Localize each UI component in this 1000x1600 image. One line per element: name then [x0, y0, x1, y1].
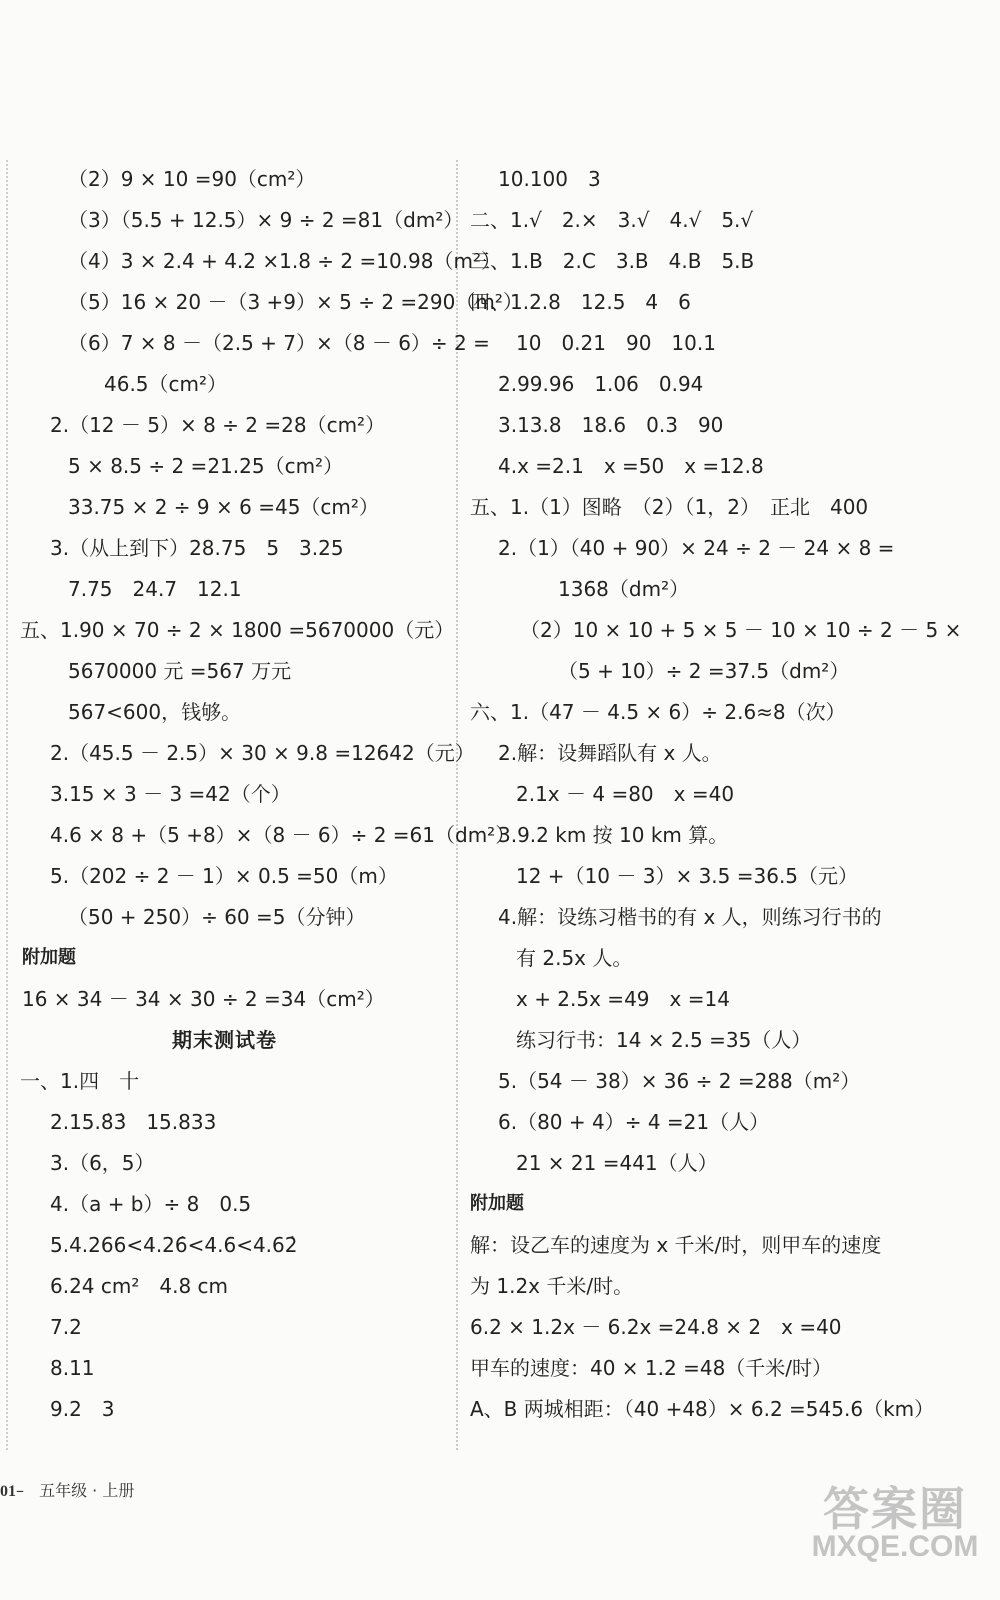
- watermark-logo: [810, 1482, 980, 1590]
- left-line-30: 8.11: [50, 1356, 95, 1380]
- right-line-4: 四、1.2.8 12.5 4 6: [470, 290, 691, 314]
- left-line-17: 4.6 × 8 +（5 +8）×（8 － 6）÷ 2 =61（dm²）: [50, 823, 516, 847]
- right-line-7: 3.13.8 18.6 0.3 90: [498, 413, 724, 437]
- footer-grade: 五年级 · 上册: [39, 1481, 135, 1500]
- left-line-25: 3.（6，5）: [50, 1151, 155, 1175]
- left-line-29: 7.2: [50, 1315, 82, 1339]
- right-line-9: 五、1.（1）图略 （2）（1，2） 正北 400: [470, 495, 869, 519]
- left-line-26: 4.（a + b）÷ 8 0.5: [50, 1192, 252, 1216]
- left-line-19: （50 + 250）÷ 60 =5（分钟）: [68, 905, 366, 929]
- right-line-1: 10.100 3: [498, 167, 601, 191]
- left-line-13: 5670000 元 =567 万元: [68, 659, 292, 683]
- right-line-10: 2.（1）（40 + 90）× 24 ÷ 2 － 24 × 8 =: [498, 536, 895, 560]
- right-line-6: 2.99.96 1.06 0.94: [498, 372, 704, 396]
- left-line-12: 五、1.90 × 70 ÷ 2 × 1800 =5670000（元）: [20, 618, 455, 642]
- right-line-13: （5 + 10）÷ 2 =37.5（dm²）: [558, 659, 850, 683]
- right-line-16: 2.1x － 4 =80 x =40: [516, 782, 735, 806]
- left-line-22: 期末测试卷: [172, 1028, 277, 1052]
- right-line-2: 二、1.√ 2.× 3.√ 4.√ 5.√: [470, 208, 754, 232]
- page-footer: [0, 1478, 134, 1501]
- left-line-24: 2.15.8̇3̇ 15.833: [50, 1110, 217, 1134]
- left-line-16: 3.15 × 3 － 3 =42（个）: [50, 782, 291, 806]
- left-line-7: 2.（12 － 5）× 8 ÷ 2 =28（cm²）: [50, 413, 386, 437]
- left-line-20: 附加题: [22, 947, 76, 968]
- left-line-10: 3.（从上到下）28.75 5 3.25: [50, 536, 344, 560]
- right-line-24: 6.（80 + 4）÷ 4 =21（人）: [498, 1110, 770, 1134]
- right-line-28: 为 1.2x 千米/时。: [470, 1274, 634, 1298]
- left-line-4: （5）16 × 20 －（3 +9）× 5 ÷ 2 =290（m²）: [68, 290, 523, 314]
- right-line-19: 4.解：设练习楷书的有 x 人，则练习行书的: [498, 905, 882, 929]
- right-line-26: 附加题: [470, 1193, 524, 1214]
- page-number: 01: [0, 1483, 16, 1500]
- left-line-1: （2）9 × 10 =90（cm²）: [68, 167, 316, 191]
- right-line-22: 练习行书：14 × 2.5 =35（人）: [516, 1028, 812, 1052]
- left-line-6: 46.5（cm²）: [104, 372, 228, 396]
- left-margin-rule: [6, 160, 8, 1450]
- right-line-31: A、B 两城相距：（40 +48）× 6.2 =545.6（km）: [470, 1397, 935, 1421]
- right-line-17: 3.9.2 km 按 10 km 算。: [498, 823, 729, 847]
- right-line-8: 4.x =2.1 x =50 x =12.8: [498, 454, 764, 478]
- left-line-18: 5.（202 ÷ 2 － 1）× 0.5 =50（m）: [50, 864, 398, 888]
- right-line-27: 解：设乙车的速度为 x 千米/时，则甲车的速度: [470, 1233, 882, 1257]
- watermark-top: 答案圈: [823, 1482, 967, 1536]
- left-line-3: （4）3 × 2.4 + 4.2 ×1.8 ÷ 2 =10.98（m²）: [68, 249, 501, 273]
- left-line-8: 5 × 8.5 ÷ 2 =21.25（cm²）: [68, 454, 344, 478]
- right-line-18: 12 +（10 － 3）× 3.5 =36.5（元）: [516, 864, 859, 888]
- left-line-15: 2.（45.5 － 2.5）× 30 × 9.8 =12642（元）: [50, 741, 475, 765]
- left-line-31: 9.2 3: [50, 1397, 115, 1421]
- right-line-14: 六、1.（47 － 4.5 × 6）÷ 2.6≈8（次）: [470, 700, 846, 724]
- right-line-20: 有 2.5x 人。: [516, 946, 633, 970]
- right-line-21: x + 2.5x =49 x =14: [516, 987, 730, 1011]
- left-line-14: 567<600，钱够。: [68, 700, 242, 724]
- left-line-9: 33.75 × 2 ÷ 9 × 6 =45（cm²）: [68, 495, 379, 519]
- left-line-27: 5.4.266<4.26̇<4.6<4.62̇: [50, 1233, 298, 1257]
- left-line-2: （3）（5.5 + 12.5）× 9 ÷ 2 =81（dm²）: [68, 208, 464, 232]
- right-line-15: 2.解：设舞蹈队有 x 人。: [498, 741, 722, 765]
- left-line-28: 6.24 cm² 4.8 cm: [50, 1274, 229, 1298]
- left-line-5: （6）7 × 8 －（2.5 + 7）×（8 － 6）÷ 2 =: [68, 331, 490, 355]
- right-line-12: （2）10 × 10 + 5 × 5 － 10 × 10 ÷ 2 － 5 ×: [520, 618, 962, 642]
- right-line-5: 10 0.21 90 10.1: [516, 331, 716, 355]
- right-line-3: 三、1.B 2.C 3.B 4.B 5.B: [470, 249, 755, 273]
- right-line-25: 21 × 21 =441（人）: [516, 1151, 718, 1175]
- right-line-30: 甲车的速度：40 × 1.2 =48（千米/时）: [470, 1356, 833, 1380]
- right-line-23: 5.（54 － 38）× 36 ÷ 2 =288（m²）: [498, 1069, 861, 1093]
- footer-dash: –: [16, 1481, 24, 1500]
- watermark-bottom: MXQE.COM: [811, 1530, 979, 1563]
- left-line-11: 7.75 24.7 12.1: [68, 577, 242, 601]
- right-line-11: 1368（dm²）: [558, 577, 690, 601]
- right-line-29: 6.2 × 1.2x － 6.2x =24.8 × 2 x =40: [470, 1315, 842, 1339]
- left-line-23: 一、1.四 十: [20, 1069, 140, 1093]
- left-line-21: 16 × 34 － 34 × 30 ÷ 2 =34（cm²）: [22, 987, 385, 1011]
